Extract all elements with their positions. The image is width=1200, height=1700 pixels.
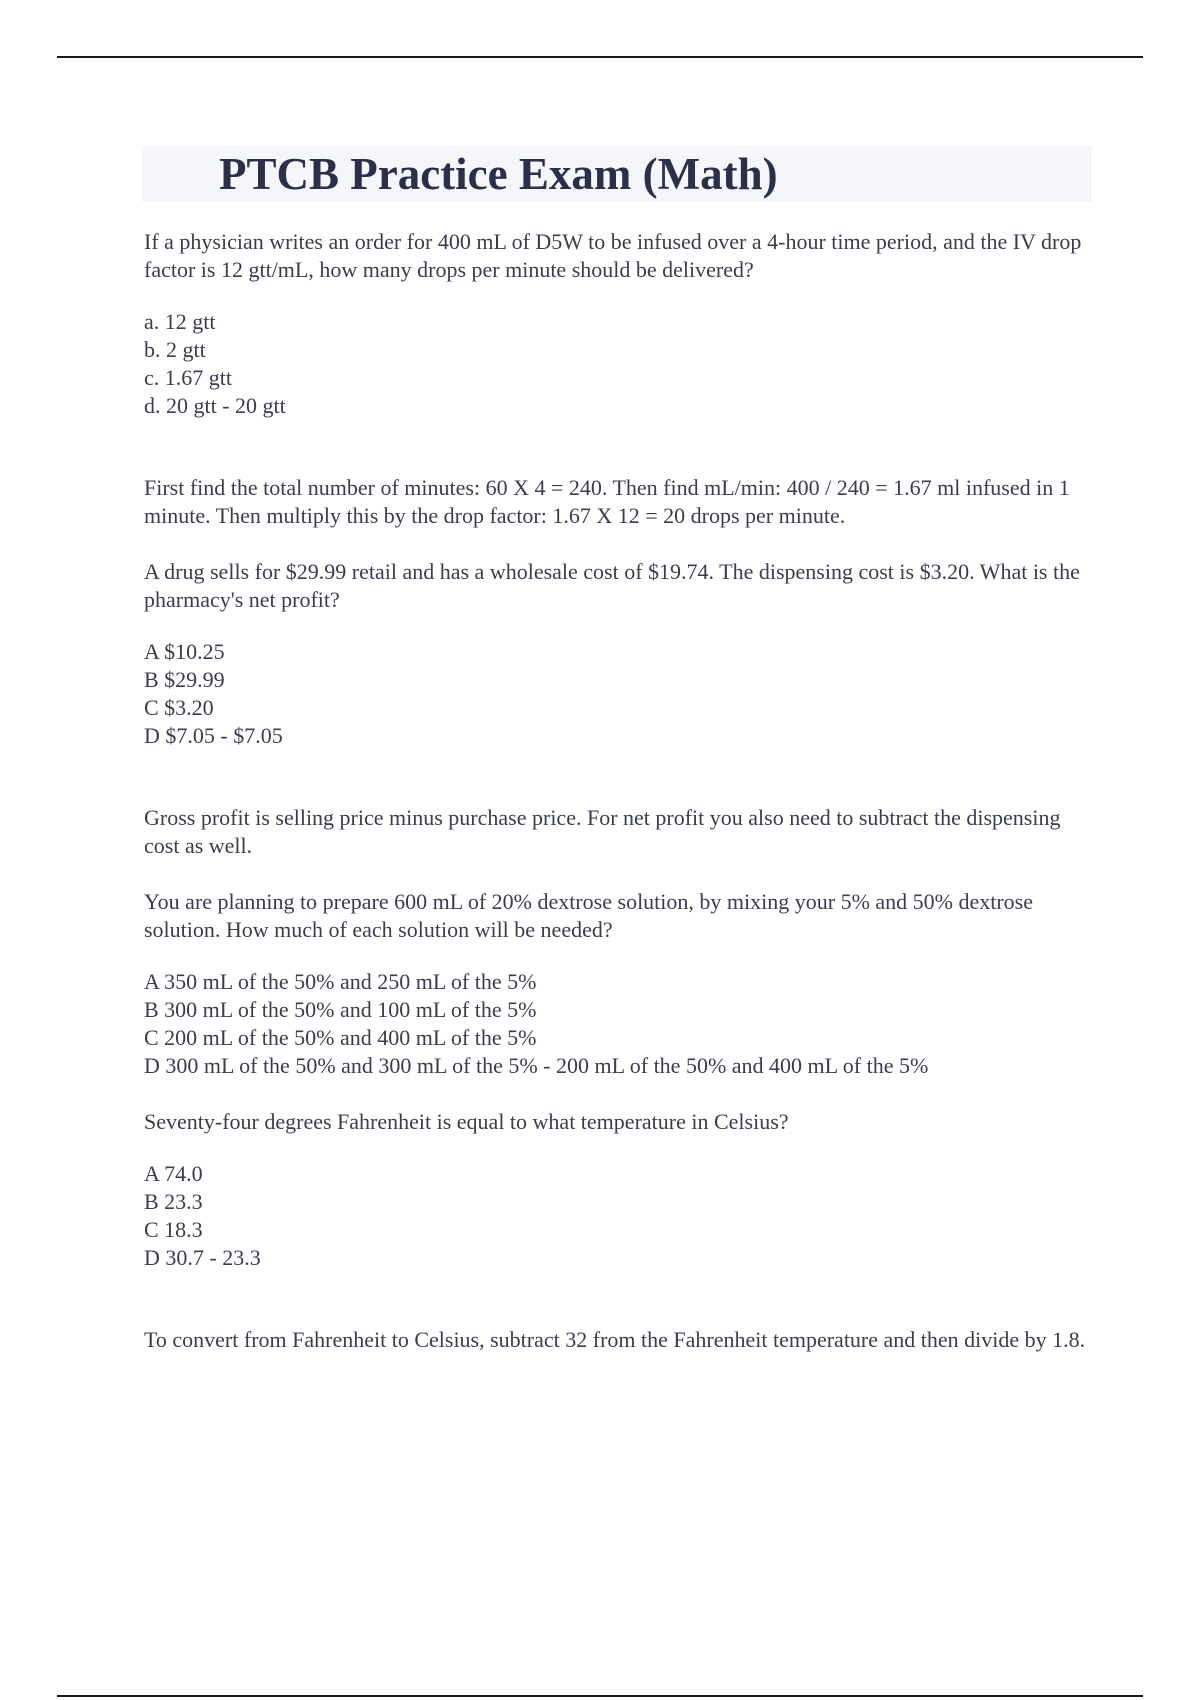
question-1: If a physician writes an order for 400 mL of D5W to be infused over a 4-hour time period, and the IV drop factor is 12 gtt/mL, how many drops per minute should be delivered? (144, 229, 1082, 282)
option-2d: D $7.05 - $7.05 (144, 723, 283, 748)
option-1b: b. 2 gtt (144, 337, 206, 362)
option-1d: d. 20 gtt - 20 gtt (144, 393, 286, 418)
option-4d: D 30.7 - 23.3 (144, 1245, 261, 1270)
option-4b: B 23.3 (144, 1189, 203, 1214)
title-bar (142, 146, 1092, 202)
option-1a: a. 12 gtt (144, 309, 216, 334)
options-1 (144, 308, 1094, 420)
option-1c: c. 1.67 gtt (144, 365, 232, 390)
option-2b: B $29.99 (144, 667, 225, 692)
option-3b: B 300 mL of the 50% and 100 mL of the 5% (144, 997, 537, 1022)
options-3 (144, 968, 1094, 1080)
explanation-1: First find the total number of minutes: 60 X 4 = 240. Then find mL/min: 400 / 240 = 1.67 ml infused in 1 minute. Then multiply this by the drop factor: 1.67 X 12 = 20 drops per minute. (144, 475, 1070, 528)
option-3c: C 200 mL of the 50% and 400 mL of the 5% (144, 1025, 537, 1050)
question-3: You are planning to prepare 600 mL of 20% dextrose solution, by mixing your 5% and 50% dextrose solution. How much of each solution will be needed? (144, 889, 1034, 942)
option-2c: C $3.20 (144, 695, 214, 720)
options-2 (144, 638, 1094, 750)
options-4 (144, 1160, 1094, 1272)
bottom-rule (57, 1695, 1143, 1697)
option-3a: A 350 mL of the 50% and 250 mL of the 5% (144, 969, 537, 994)
option-4c: C 18.3 (144, 1217, 203, 1242)
option-2a: A $10.25 (144, 639, 225, 664)
option-4a: A 74.0 (144, 1161, 203, 1186)
page-title: PTCB Practice Exam (Math) (219, 149, 778, 199)
option-3d: D 300 mL of the 50% and 300 mL of the 5% - 200 mL of the 50% and 400 mL of the 5% (144, 1053, 929, 1078)
explanation-2: Gross profit is selling price minus purchase price. For net profit you also need to subtract the dispensing cost as well. (144, 805, 1061, 858)
explanation-4: To convert from Fahrenheit to Celsius, subtract 32 from the Fahrenheit temperature and then divide by 1.8. (144, 1327, 1086, 1352)
question-4: Seventy-four degrees Fahrenheit is equal to what temperature in Celsius? (144, 1109, 789, 1134)
question-2: A drug sells for $29.99 retail and has a wholesale cost of $19.74. The dispensing cost is $3.20. What is the pharmacy's net profit? (144, 559, 1080, 612)
top-rule (57, 56, 1143, 58)
document-body (144, 146, 1094, 1382)
